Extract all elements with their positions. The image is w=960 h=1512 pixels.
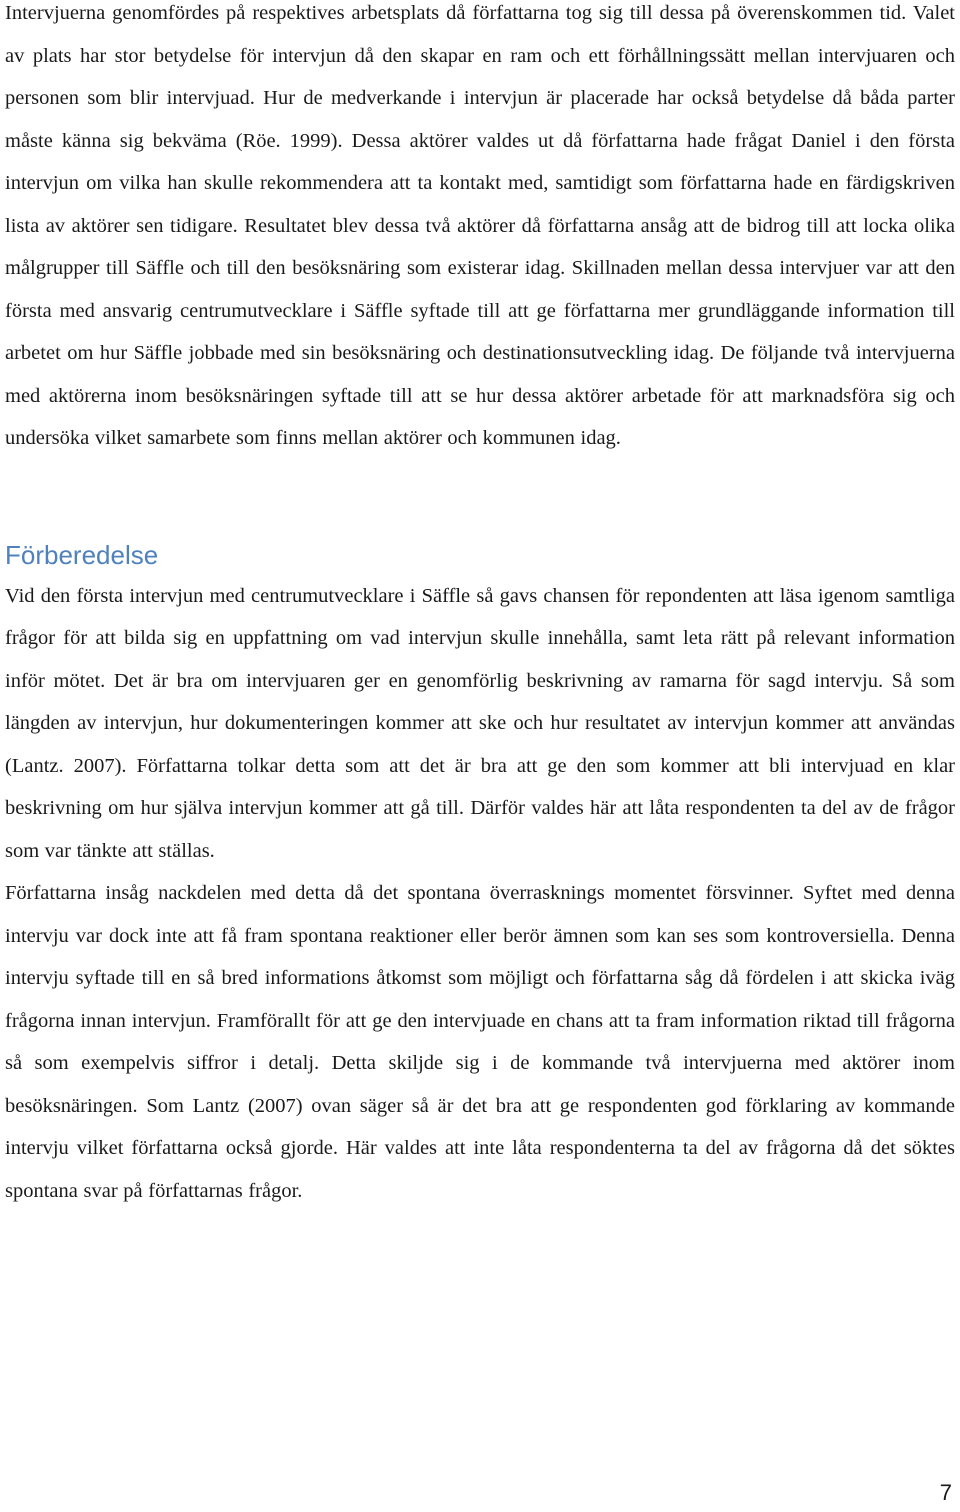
section-paragraph-2: Författarna insåg nackdelen med detta då det spontana överrasknings momentet försvinner. Syftet med denna intervju var dock inte att få fram spontana reaktioner eller berör ämnen som kan ses som kontroversiella. Denna intervju syftade till en så bred informations åtkomst som möjligt och författarna såg då fördelen i att skicka iväg frågorna innan intervjun. Framförallt för att ge den intervjuade en chans att ta fram information riktad till frågorna så som exempelvis siffror i detalj. Detta skiljde sig i de kommande två intervjuerna med aktörer inom besöksnäringen. Som Lantz (2007) ovan säger så är det bra att ge respondenten god förklaring av kommande intervju vilket författarna också gjorde. Här valdes att inte låta respondenterna ta del av frågorna då det söktes spontana svar på författarnas frågor.	[5, 882, 955, 1202]
document-page	[5, 0, 955, 1212]
section-paragraph-1: Vid den första intervjun med centrumutvecklare i Säffle så gavs chansen för repondenten att läsa igenom samtliga frågor för att bilda sig en uppfattning om vad intervjun skulle innehålla, samt leta rätt på relevant information inför mötet. Det är bra om intervjuaren ger en genomförlig beskrivning av ramarna för sagd intervju. Så som längden av intervjun, hur dokumenteringen kommer att ske och hur resultatet av intervjun kommer att användas (Lantz. 2007). Författarna tolkar detta som att det är bra att ge den som kommer att bli intervjuad en klar beskrivning om hur själva intervjun kommer att gå till. Därför valdes här att låta respondenten ta del av de frågor som var tänkte att ställas.	[5, 584, 955, 862]
intro-paragraph: Intervjuerna genomfördes på respektives arbetsplats då författarna tog sig till dessa på överenskommen tid. Valet av plats har stor betydelse för intervjun då den skapar en ram och ett förhållningssätt mellan intervjuaren och personen som blir intervjuad. Hur de medverkande i intervjun är placerade har också betydelse då båda parter måste känna sig bekväma (Röe. 1999). Dessa aktörer valdes ut då författarna hade frågat Daniel i den första intervjun om vilka han skulle rekommendera att ta kontakt med, samtidigt som författarna hade en färdigskriven lista av aktörer sen tidigare. Resultatet blev dessa två aktörer då författarna ansåg att de bidrog till att locka olika målgrupper till Säffle och till den besöksnäring som existerar idag. Skillnaden mellan dessa intervjuer var att den första med ansvarig centrumutvecklare i Säffle syftade till att ge författarna mer grundläggande information till arbetet om hur Säffle jobbade med sin besöksnäring och destinationsutveckling idag. De följande två intervjuerna med aktörerna inom besöksnäringen syftade till att se hur dessa aktörer arbetade för att marknadsföra sig och undersöka vilket samarbete som finns mellan aktörer och kommunen idag.	[5, 2, 955, 449]
page-number: 7	[939, 1480, 952, 1505]
section-heading: Förberedelse	[5, 539, 159, 570]
